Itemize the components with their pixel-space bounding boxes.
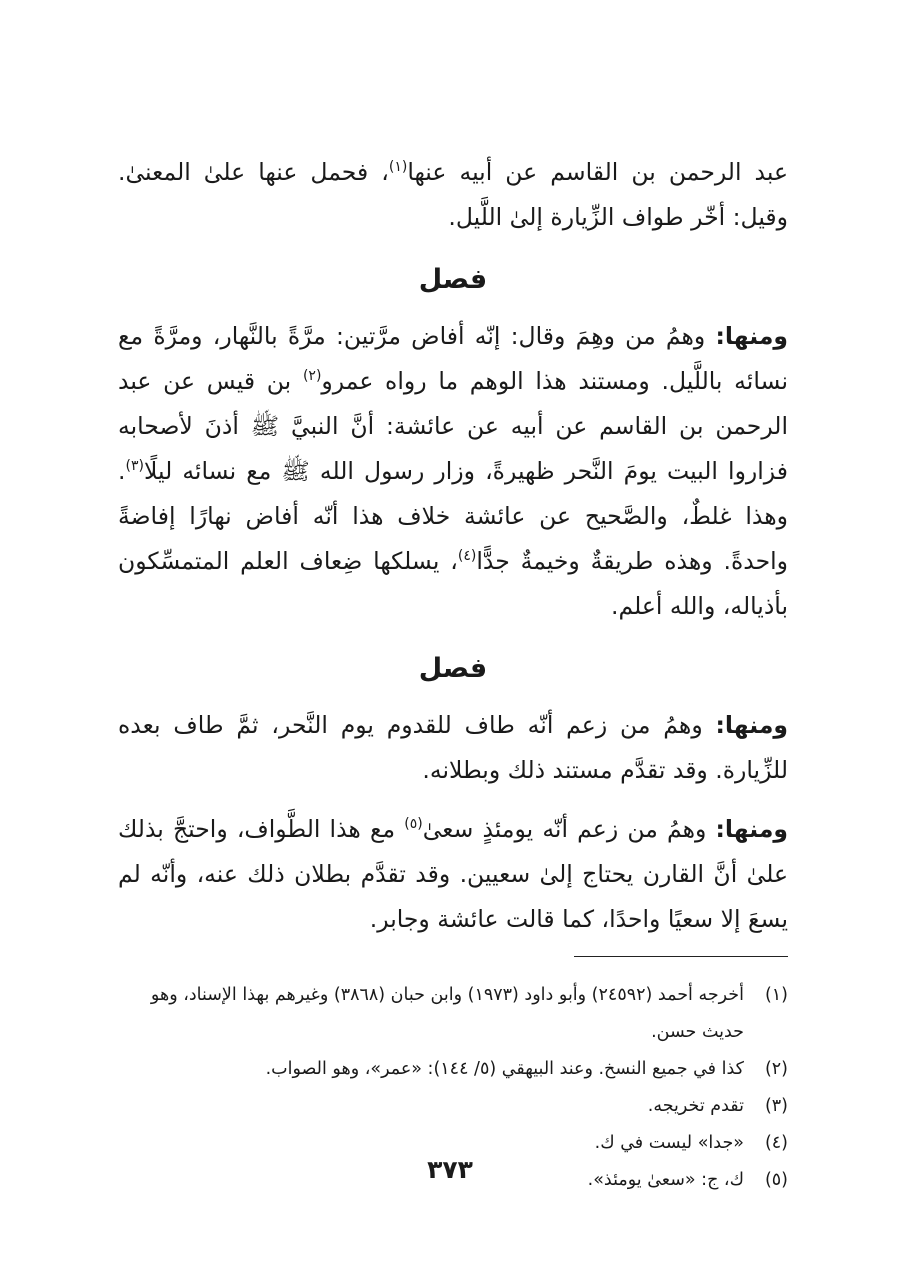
footnote-ref-2[interactable]: (٢) bbox=[302, 368, 322, 385]
paragraph-text: مع هذا الطَّواف، واحتجَّ بذلك علىٰ أنَّ القارن يحتاج إلىٰ سعيين. وقد تقدَّم بطلان ذلك عنه، وأنّه لم يسعَ إلا سعيًا واحدًا، كما قالت عائشة وجابر. bbox=[118, 815, 788, 933]
paragraph-text: . وهذا غلطٌ، والصَّحيح عن عائشة خلاف هذا أنّه أفاض نهارًا إفاضةً واحدةً. وهذه طريقةٌ وخيمةٌ جدًّا bbox=[118, 457, 788, 575]
paragraph-gap bbox=[118, 793, 788, 807]
footnote-text: أخرجه أحمد (٢٤٥٩٢) وأبو داود (١٩٧٣) وابن حبان (٣٨٦٨) وغيرهم بهذا الإسناد، وهو حديث حسن. bbox=[150, 985, 744, 1042]
footnote-ref-5[interactable]: (٥) bbox=[404, 816, 423, 833]
paragraph-lead: ومنها: bbox=[715, 815, 788, 843]
footnote-text: «جدا» ليست في ك. bbox=[594, 1133, 744, 1153]
paragraph-section-1 bbox=[118, 314, 788, 629]
footnote-text: كذا في جميع النسخ. وعند البيهقي (٥/ ١٤٤): «عمر»، وهو الصواب. bbox=[265, 1059, 744, 1079]
footnote-item bbox=[118, 977, 788, 1051]
footnote-item bbox=[118, 1051, 788, 1088]
footnote-number: (٤) bbox=[764, 1133, 788, 1153]
section-heading-1: فصل bbox=[418, 264, 488, 295]
paragraph-section-2b bbox=[118, 807, 788, 942]
footnote-number: (١) bbox=[764, 985, 788, 1005]
paragraph-continuation bbox=[118, 150, 788, 240]
footnote-text: ك، ج: «سعىٰ يومئذ». bbox=[587, 1170, 744, 1190]
page-body bbox=[118, 150, 788, 1199]
paragraph-lead: ومنها: bbox=[715, 322, 788, 350]
paragraph-text: وهمُ من وهِمَ وقال: إنّه أفاض مرَّتين: مرَّةً بالنَّهار، ومرَّةً مع نسائه باللَّيل. ومستند هذا الوهم ما رواه عمرو bbox=[118, 322, 788, 395]
footnote-text: تقدم تخريجه. bbox=[647, 1096, 744, 1116]
paragraph-lead: ومنها: bbox=[715, 711, 788, 739]
paragraph-text: ، فحمل عنها علىٰ المعنىٰ. وقيل: أخّر طواف الزِّيارة إلىٰ اللَّيل. bbox=[118, 158, 788, 231]
footnote-ref-1[interactable]: (١) bbox=[388, 159, 408, 176]
paragraph-text: وهمُ من زعم أنّه يومئذٍ سعىٰ bbox=[422, 815, 716, 843]
footnote-ref-3[interactable]: (٣) bbox=[125, 458, 144, 475]
footnote-number: (٥) bbox=[764, 1170, 788, 1190]
paragraph-text: ، يسلكها ضِعاف العلم المتمسِّكون بأذياله، والله أعلم. bbox=[118, 547, 788, 620]
footnote-ref-4[interactable]: (٤) bbox=[457, 548, 477, 565]
paragraph-text: وهمُ من زعم أنّه طاف للقدوم يوم النَّحر، ثمَّ طاف بعده للزِّيارة. وقد تقدَّم مستند ذلك وبطلانه. bbox=[118, 711, 788, 784]
footnote-item bbox=[118, 1088, 788, 1125]
footnote-number: (٢) bbox=[764, 1059, 788, 1079]
paragraph-text: بن قيس عن عبد الرحمن بن القاسم عن أبيه عن عائشة: أنَّ النبيَّ ﷺ أذنَ لأصحابه فزاروا البيت يومَ النَّحر ظهيرةً، وزار رسول الله ﷺ مع نسائه ليلًا bbox=[118, 367, 788, 485]
footnote-number: (٣) bbox=[764, 1096, 788, 1116]
page-number: ٣٧٣ bbox=[427, 1155, 473, 1184]
paragraph-text: عبد الرحمن بن القاسم عن أبيه عنها bbox=[407, 158, 788, 186]
paragraph-section-2a bbox=[118, 703, 788, 793]
section-heading-2: فصل bbox=[418, 653, 488, 684]
footnote-separator bbox=[574, 956, 788, 957]
